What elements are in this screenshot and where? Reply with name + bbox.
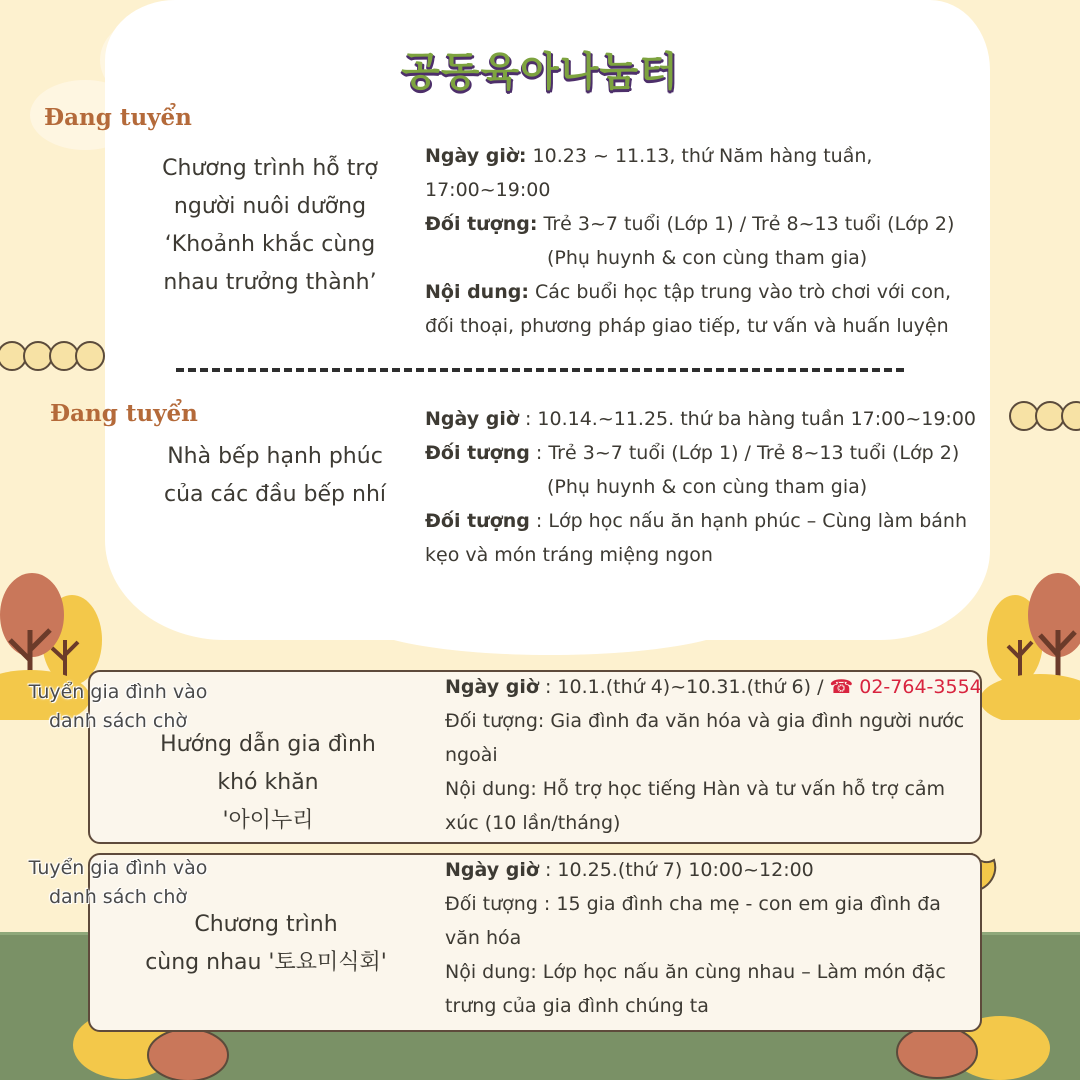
dashed-divider <box>176 368 904 372</box>
date-label: Ngày giờ <box>445 859 539 881</box>
program-name-line: Hướng dẫn gia đình <box>160 732 376 757</box>
program-name-line: của các đầu bếp nhí <box>163 482 387 507</box>
waitlist-badge-line: danh sách chờ <box>48 886 187 908</box>
content-label: Đối tượng <box>425 510 530 532</box>
content-value-cont: đối thoại, phương pháp giao tiếp, tư vấn và huấn luyện <box>425 315 949 337</box>
content-line: Nội dung: Hỗ trợ học tiếng Hàn và tư vấn hỗ trợ cảm <box>445 778 946 800</box>
program-name-line: Nhà bếp hạnh phúc <box>167 444 383 469</box>
program-name-line: Chương trình hỗ trợ <box>162 156 378 181</box>
target-label: Đối tượng: <box>425 213 538 235</box>
date-label: Ngày giờ: <box>425 145 527 167</box>
waitlist-badge <box>18 854 218 912</box>
program-details <box>445 853 946 1023</box>
target-value-cont: (Phụ huynh & con cùng tham gia) <box>547 476 868 498</box>
cloud-puff <box>360 585 740 655</box>
status-badge: Đang tuyển <box>50 400 198 427</box>
program-name <box>150 726 386 840</box>
program-name-line: nhau trưởng thành’ <box>163 270 377 295</box>
program-name <box>150 438 400 514</box>
tree-right-icon <box>980 570 1080 720</box>
program-details <box>445 670 982 840</box>
content-line-cont: trưng của gia đình chúng ta <box>445 995 709 1017</box>
waitlist-badge-line: Tuyển gia đình vào <box>28 681 208 703</box>
target-value: Trẻ 3~7 tuổi (Lớp 1) / Trẻ 8~13 tuổi (Lớp 2) <box>537 213 955 235</box>
date-value: : 10.14.~11.25. thứ ba hàng tuần 17:00~19:00 <box>518 408 977 430</box>
date-value: 10.23 ~ 11.13, thứ Năm hàng tuần, <box>526 145 873 167</box>
date-value-cont: 17:00~19:00 <box>425 179 551 201</box>
program-details <box>425 139 954 343</box>
content-label: Nội dung: <box>425 281 529 303</box>
date-value: : 10.25.(thứ 7) 10:00~12:00 <box>538 859 814 881</box>
scallop-decoration-left <box>0 336 110 376</box>
date-label: Ngày giờ <box>445 676 539 698</box>
program-name <box>150 150 390 302</box>
waitlist-badge-line: danh sách chờ <box>48 710 187 732</box>
program-name <box>140 906 392 982</box>
program-name-line: Chương trình <box>194 912 338 937</box>
page-title: 공동육아나눔터 <box>401 49 679 95</box>
target-line: Đối tượng: Gia đình đa văn hóa và gia đình người nước <box>445 710 965 732</box>
waitlist-badge-line: Tuyển gia đình vào <box>28 857 208 879</box>
content-line: Nội dung: Lớp học nấu ăn cùng nhau – Làm món đặc <box>445 961 946 983</box>
program-name-line: người nuôi dưỡng <box>173 194 367 219</box>
target-line-cont: văn hóa <box>445 927 522 949</box>
content-line-cont: xúc (10 lần/tháng) <box>445 812 621 834</box>
phone-icon: ☎ <box>829 676 854 698</box>
phone-number[interactable]: 02-764-3554 <box>853 676 982 698</box>
status-badge: Đang tuyển <box>44 104 192 131</box>
target-value-cont: (Phụ huynh & con cùng tham gia) <box>547 247 868 269</box>
content-value: Các buổi học tập trung vào trò chơi với con, <box>528 281 952 303</box>
target-line: Đối tượng : 15 gia đình cha mẹ - con em gia đình đa <box>445 893 941 915</box>
date-label: Ngày giờ <box>425 408 519 430</box>
program-details <box>425 402 976 572</box>
target-value: : Trẻ 3~7 tuổi (Lớp 1) / Trẻ 8~13 tuổi (Lớp 2) <box>529 442 960 464</box>
program-name-line: khó khăn <box>217 770 319 795</box>
target-label: Đối tượng <box>425 442 530 464</box>
scallop-decoration-right <box>1004 396 1080 436</box>
content-value: : Lớp học nấu ăn hạnh phúc – Cùng làm bánh <box>529 510 968 532</box>
program-name-line: cùng nhau '토요미식회' <box>145 950 387 975</box>
date-value: : 10.1.(thứ 4)~10.31.(thứ 6) / <box>538 676 830 698</box>
target-line-cont: ngoài <box>445 744 498 766</box>
program-name-line: '아이누리 <box>222 808 314 833</box>
content-value-cont: kẹo và món tráng miệng ngon <box>425 544 713 566</box>
program-name-line: ‘Khoảnh khắc cùng <box>164 232 376 257</box>
